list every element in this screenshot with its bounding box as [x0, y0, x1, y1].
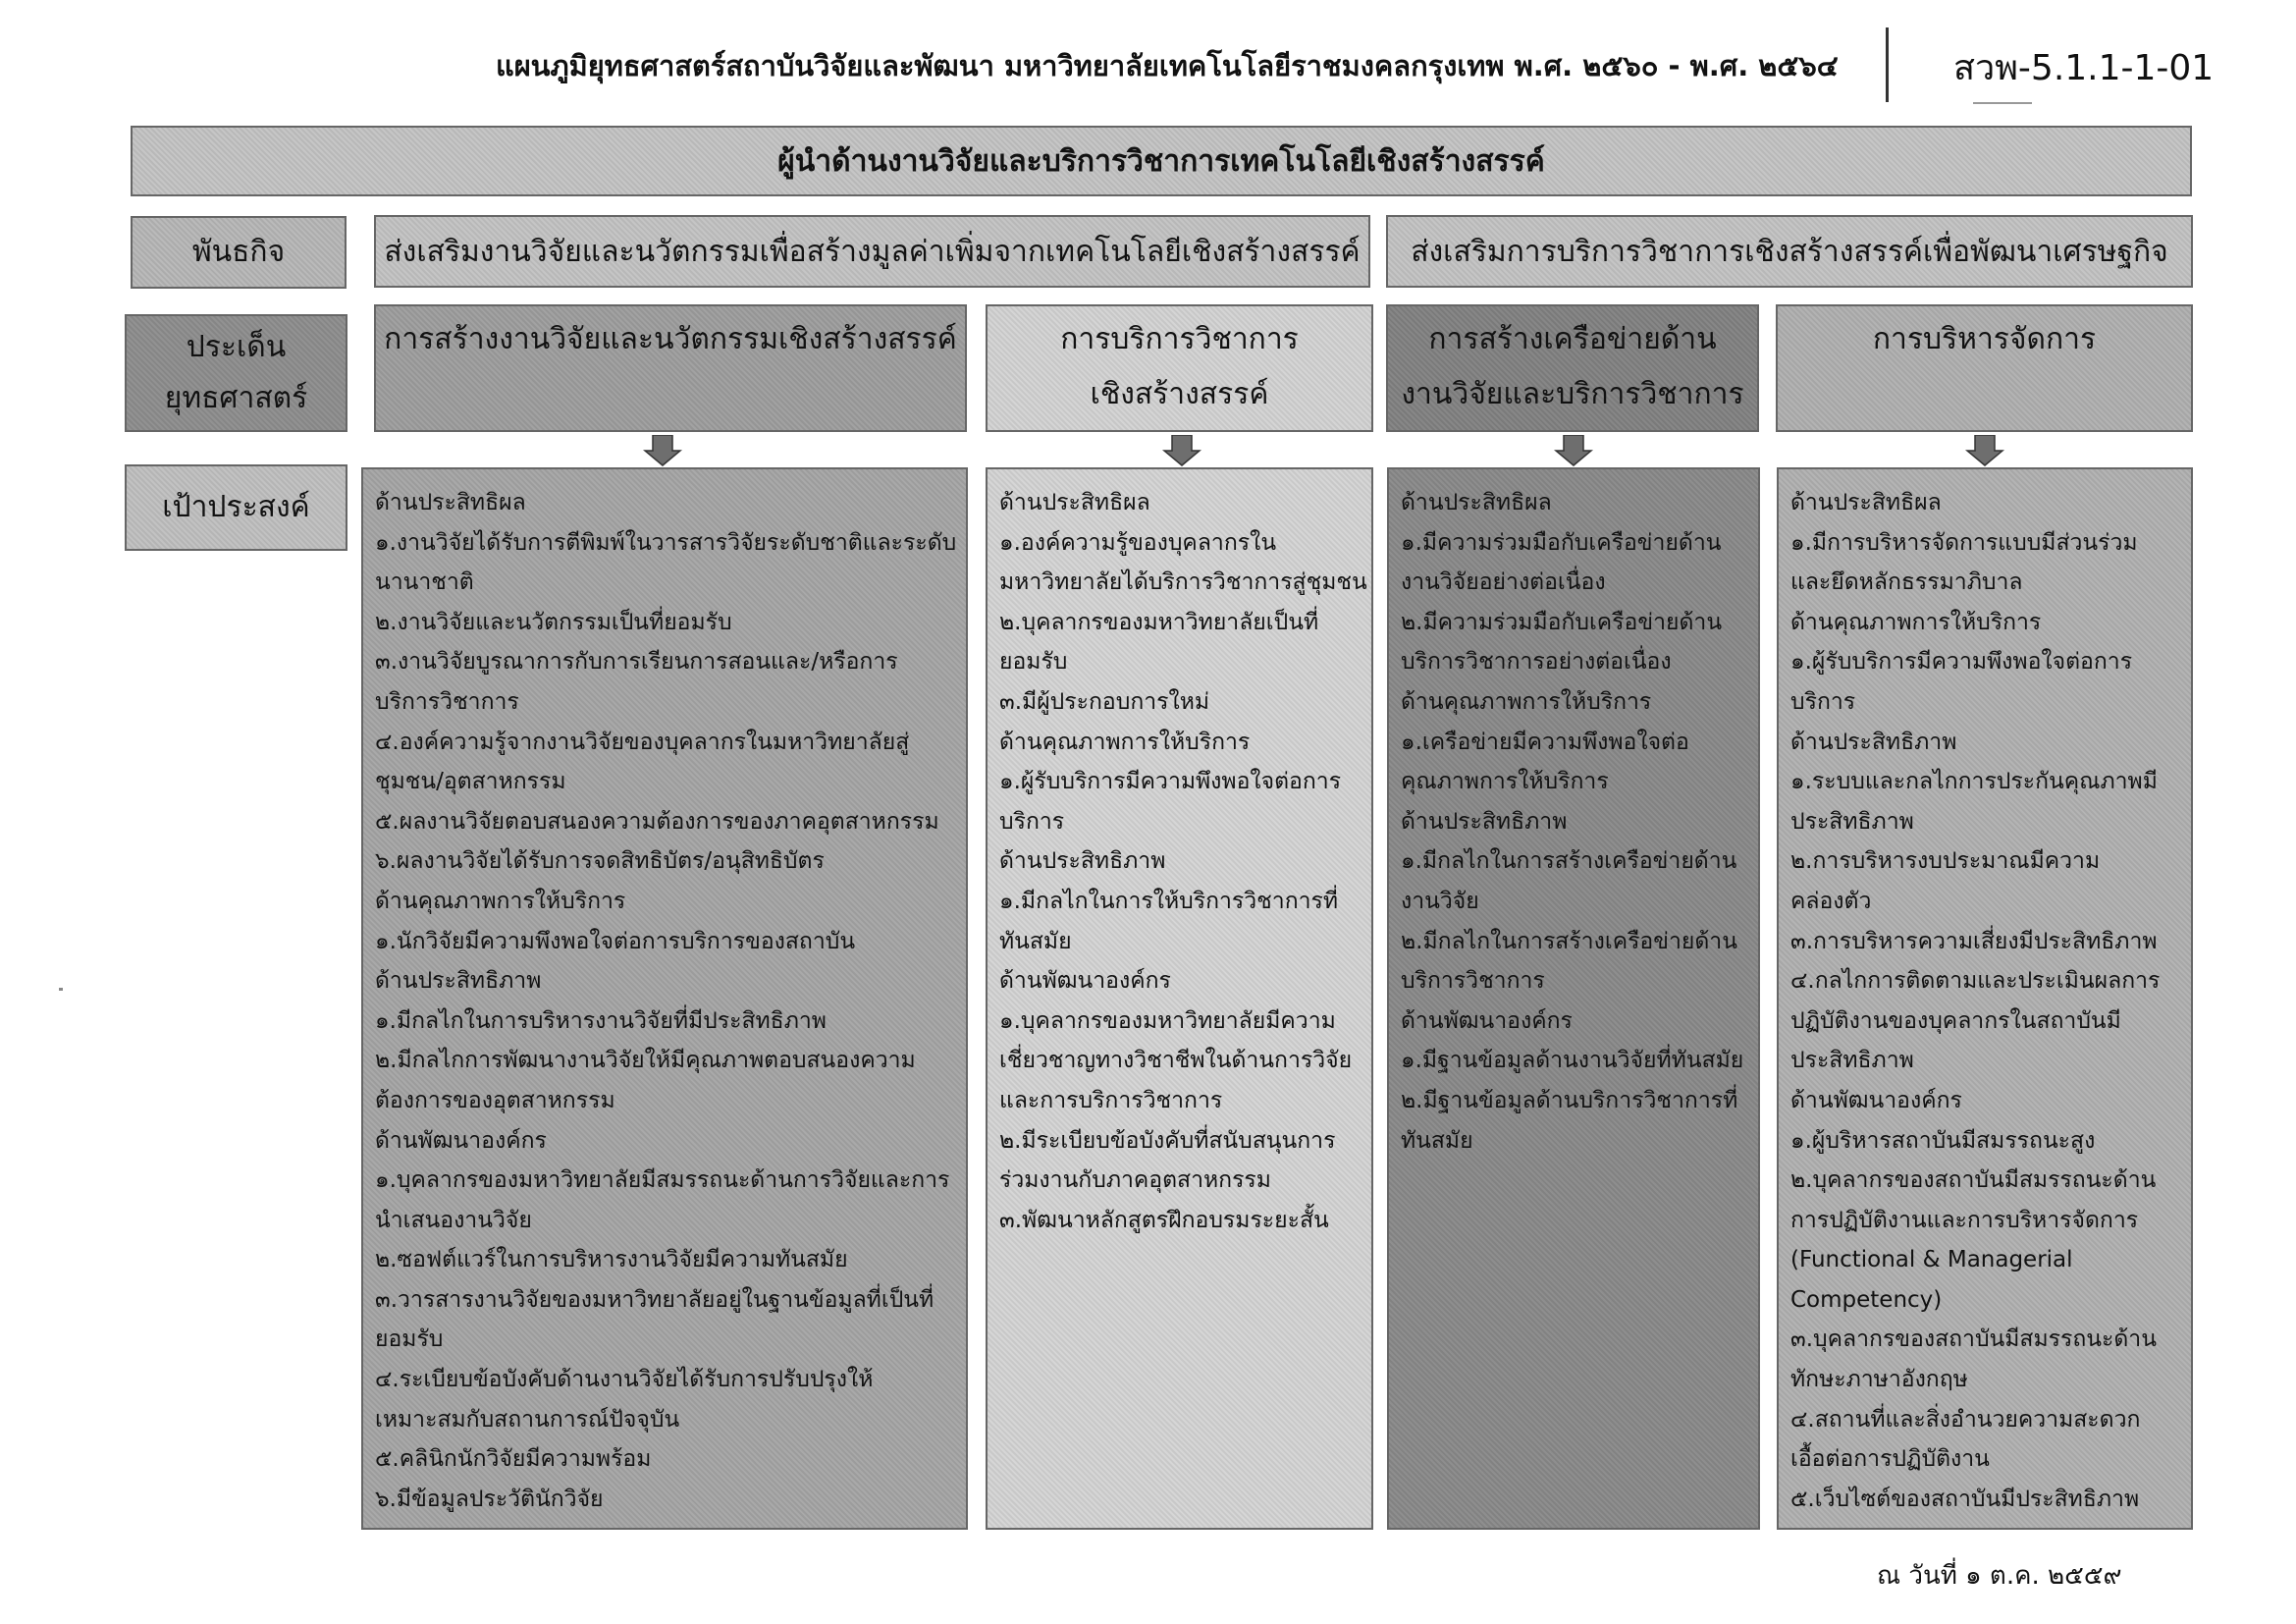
goal-line: การปฏิบัติงานและการบริหารจัดการ [1790, 1207, 2139, 1233]
goal-line: ประสิทธิภาพ [1790, 1048, 1914, 1074]
down-arrow-icon [643, 435, 682, 466]
goal-column-1 [361, 467, 968, 1530]
goal-line: ด้านคุณภาพการให้บริการ [375, 888, 626, 914]
goal-line: ๒.การบริหารงบประมาณมีความ [1790, 848, 2101, 875]
mission-label [131, 216, 347, 289]
goal-line: ด้านคุณภาพการให้บริการ [999, 729, 1251, 755]
goal-line: ๑.ระบบและกลไกการประกันคุณภาพมี [1790, 769, 2158, 795]
goal-line: ๒.มีกลไกการพัฒนางานวิจัยให้มีคุณภาพตอบสนองความ [375, 1048, 916, 1074]
goal-line: มหาวิทยาลัยได้บริการวิชาการสู่ชุมชน [999, 569, 1367, 596]
goal-line: ด้านพัฒนาองค์กร [1790, 1087, 1962, 1113]
goal-line: ๒.งานวิจัยและนวัตกรรมเป็นที่ยอมรับ [375, 609, 732, 635]
goal-line: ชุมชน/อุตสาหกรรม [375, 769, 566, 795]
goal-line: (Functional & Managerial [1790, 1247, 2073, 1273]
goal-line: ๑.บุคลากรของมหาวิทยาลัยมีความ [999, 1007, 1336, 1034]
goal-line: ๔.องค์ความรู้จากงานวิจัยของบุคลากรในมหาวิทยาลัยสู่ [375, 729, 910, 755]
strategic-issue-label [125, 314, 347, 432]
goal-line: ๖.ผลงานวิจัยได้รับการจดสิทธิบัตร/อนุสิทธิบัตร [375, 848, 825, 875]
goal-line: เอื้อต่อการปฏิบัติงาน [1790, 1446, 1990, 1473]
goal-line: ๔.ระเบียบข้อบังคับด้านงานวิจัยได้รับการปรับปรุงให้ [375, 1367, 874, 1393]
goal-line: ๑.มีกลไกในการบริหารงานวิจัยที่มีประสิทธิภาพ [375, 1007, 827, 1034]
issue-1-line1: การสร้างงานวิจัยและนวัตกรรมเชิงสร้างสรรค์ [384, 322, 957, 356]
goal-column-2 [986, 467, 1373, 1530]
goal-line: ๑.บุคลากรของมหาวิทยาลัยมีสมรรถนะด้านการวิจัยและการ [375, 1167, 950, 1194]
goal-line: ทักษะภาษาอังกฤษ [1790, 1367, 1968, 1393]
goal-line: ๑.มีความร่วมมือกับเครือข่ายด้าน [1401, 529, 1722, 556]
goal-column-3 [1387, 467, 1760, 1530]
goal-line: ๕.เว็บไซต์ของสถาบันมีประสิทธิภาพ [1790, 1486, 2140, 1512]
goal-line: ด้านประสิทธิภาพ [1790, 729, 1957, 755]
mission-box-1 [374, 215, 1370, 288]
goal-line: บริการ [1790, 688, 1856, 715]
document-code: สวพ-5.1.1-1-01 [1953, 48, 2215, 88]
issue-2-line1: การบริการวิชาการ [1060, 322, 1299, 356]
vision-text: ผู้นำด้านงานวิจัยและบริการวิชาการเทคโนโลยีเชิงสร้างสรรค์ [777, 143, 1545, 179]
down-arrow-icon [1965, 435, 2004, 466]
mission-label-text: พันธกิจ [191, 235, 286, 269]
goal-line: ๓.งานวิจัยบูรณาการกับการเรียนการสอนและ/หรือการ [375, 649, 898, 676]
goal-line: ๒.มีกลไกในการสร้างเครือข่ายด้าน [1401, 928, 1737, 954]
goal-line: บริการวิชาการ [1401, 968, 1545, 995]
goal-line: ๑.งานวิจัยได้รับการตีพิมพ์ในวารสารวิจัยระดับชาติและระดับ [375, 529, 957, 556]
goal-line: ยอมรับ [999, 649, 1068, 676]
issue-3-line1: การสร้างเครือข่ายด้าน [1428, 322, 1717, 356]
goal-line: ๑.มีกลไกในการสร้างเครือข่ายด้าน [1401, 848, 1737, 875]
issue-4-line1: การบริหารจัดการ [1872, 322, 2097, 356]
goal-line: ๒.บุคลากรของมหาวิทยาลัยเป็นที่ [999, 609, 1319, 635]
goal-line: ๑.มีฐานข้อมูลด้านงานวิจัยที่ทันสมัย [1401, 1048, 1744, 1074]
goal-line: ด้านประสิทธิผล [1790, 490, 1942, 515]
goal-line: ต้องการของอุตสาหกรรม [375, 1087, 615, 1113]
issue-box-4 [1776, 304, 2193, 432]
goal-line: บริการวิชาการอย่างต่อเนื่อง [1401, 649, 1672, 676]
issue-box-3 [1386, 304, 1759, 432]
goal-line: ด้านประสิทธิภาพ [1401, 808, 1568, 835]
goal-line: ด้านประสิทธิผล [375, 490, 526, 515]
mission-box-2 [1386, 215, 2193, 288]
header-divider [1886, 27, 1889, 102]
goal-line: คล่องตัว [1790, 888, 1872, 914]
goal-line: ๓.มีผู้ประกอบการใหม่ [999, 688, 1210, 715]
scan-mark [59, 988, 63, 991]
goal-column-4 [1777, 467, 2193, 1530]
goal-line: ๑.องค์ความรู้ของบุคลากรใน [999, 529, 1277, 556]
goal-line: และการบริการวิชาการ [999, 1087, 1223, 1113]
goal-line: ด้านพัฒนาองค์กร [999, 968, 1171, 995]
goal-line: ๒.ซอฟต์แวร์ในการบริหารงานวิจัยมีความทันสมัย [375, 1247, 848, 1273]
goal-line: บริการวิชาการ [375, 688, 519, 715]
goal-line: ๒.มีฐานข้อมูลด้านบริการวิชาการที่ [1401, 1087, 1738, 1113]
goal-label-text: เป้าประสงค์ [162, 490, 310, 524]
vision-box [131, 126, 2192, 196]
goal-line: ๕.ผลงานวิจัยตอบสนองความต้องการของภาคอุตสาหกรรม [375, 808, 939, 835]
goal-line: ๑.นักวิจัยมีความพึงพอใจต่อการบริการของสถาบัน [375, 928, 856, 954]
goal-line: ๑.ผู้รับบริการมีความพึงพอใจต่อการ [1790, 649, 2133, 676]
date-stamp: ณ วันที่ ๑ ต.ค. ๒๕๕๙ [1877, 1561, 2122, 1585]
goal-line: ๑.มีกลไกในการให้บริการวิชาการที่ [999, 888, 1339, 914]
goal-line: ด้านประสิทธิผล [999, 490, 1150, 515]
goal-line: ด้านประสิทธิภาพ [375, 968, 542, 995]
goal-line: ทันสมัย [1401, 1127, 1473, 1154]
goal-line: ประสิทธิภาพ [1790, 808, 1914, 835]
goal-line: คุณภาพการให้บริการ [1401, 769, 1609, 795]
code-underline [1973, 102, 2032, 104]
mission-text-2: ส่งเสริมการบริการวิชาการเชิงสร้างสรรค์เพื่อพัฒนาเศรษฐกิจ [1411, 234, 2168, 269]
goal-line: ๑.ผู้บริหารสถาบันมีสมรรถนะสูง [1790, 1127, 2096, 1154]
goal-line: ยอมรับ [375, 1326, 444, 1353]
goal-line: นำเสนองานวิจัย [375, 1207, 532, 1233]
goal-line: และยึดหลักธรรมาภิบาล [1790, 569, 2023, 596]
page-title: แผนภูมิยุทธศาสตร์สถาบันวิจัยและพัฒนา มหาวิทยาลัยเทคโนโลยีราชมงคลกรุงเทพ พ.ศ. ๒๕๖๐ - พ.ศ. ๒๕๖๔ [496, 49, 1839, 82]
issue-label-line2: ยุทธศาสตร์ [164, 381, 308, 415]
goal-line: เหมาะสมกับสถานการณ์ปัจจุบัน [375, 1406, 680, 1433]
goal-line: งานวิจัย [1401, 888, 1479, 914]
goal-line: ๕.คลินิกนักวิจัยมีความพร้อม [375, 1446, 652, 1473]
goal-line: ๔.สถานที่และสิ่งอำนวยความสะดวก [1790, 1406, 2141, 1433]
goal-line: ด้านคุณภาพการให้บริการ [1401, 688, 1652, 715]
down-arrow-icon [1554, 435, 1593, 466]
goal-line: ๖.มีข้อมูลประวัตินักวิจัย [375, 1486, 604, 1512]
down-arrow-icon [1162, 435, 1201, 466]
goal-line: ๒.บุคลากรของสถาบันมีสมรรถนะด้าน [1790, 1167, 2157, 1194]
goal-line: ๓.บุคลากรของสถาบันมีสมรรถนะด้าน [1790, 1326, 2157, 1353]
goal-line: บริการ [999, 808, 1065, 835]
goal-line: ๒.มีระเบียบข้อบังคับที่สนับสนุนการ [999, 1127, 1336, 1154]
goal-line: ด้านประสิทธิภาพ [999, 848, 1166, 875]
goal-line: เชี่ยวชาญทางวิชาชีพในด้านการวิจัย [999, 1048, 1353, 1074]
issue-label-line1: ประเด็น [186, 330, 287, 364]
goal-line: ๓.การบริหารความเสี่ยงมีประสิทธิภาพ [1790, 928, 2158, 954]
goal-line: ๓.พัฒนาหลักสูตรฝึกอบรมระยะสั้น [999, 1207, 1329, 1233]
goal-line: ๑.ผู้รับบริการมีความพึงพอใจต่อการ [999, 769, 1342, 795]
goal-label [125, 464, 347, 551]
goal-line: ด้านคุณภาพการให้บริการ [1790, 609, 2042, 635]
goal-line: ๑.มีการบริหารจัดการแบบมีส่วนร่วม [1790, 529, 2138, 556]
issue-box-2 [986, 304, 1373, 432]
goal-line: ด้านพัฒนาองค์กร [375, 1127, 547, 1154]
goal-line: ๑.เครือข่ายมีความพึงพอใจต่อ [1401, 729, 1689, 755]
issue-box-1 [374, 304, 967, 432]
goal-line: ด้านพัฒนาองค์กร [1401, 1007, 1573, 1034]
goal-line: ๓.วารสารงานวิจัยของมหาวิทยาลัยอยู่ในฐานข้อมูลที่เป็นที่ [375, 1286, 934, 1313]
goal-line: Competency) [1790, 1286, 1943, 1313]
goal-line: นานาชาติ [375, 569, 474, 596]
goal-line: งานวิจัยอย่างต่อเนื่อง [1401, 569, 1606, 596]
mission-text-1: ส่งเสริมงานวิจัยและนวัตกรรมเพื่อสร้างมูลค่าเพิ่มจากเทคโนโลยีเชิงสร้างสรรค์ [384, 234, 1361, 269]
issue-2-line2: เชิงสร้างสรรค์ [1090, 377, 1269, 411]
goal-line: ๔.กลไกการติดตามและประเมินผลการ [1790, 968, 2161, 995]
goal-line: ด้านประสิทธิผล [1401, 490, 1552, 515]
goal-line: ร่วมงานกับภาคอุตสาหกรรม [999, 1167, 1271, 1194]
goal-line: ปฏิบัติงานของบุคลากรในสถาบันมี [1790, 1007, 2121, 1034]
goal-line: ทันสมัย [999, 928, 1072, 954]
issue-3-line2: งานวิจัยและบริการวิชาการ [1401, 377, 1744, 411]
goal-line: ๒.มีความร่วมมือกับเครือข่ายด้าน [1401, 609, 1723, 635]
